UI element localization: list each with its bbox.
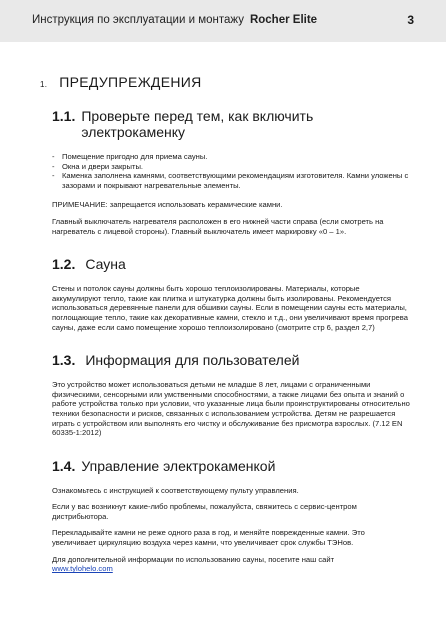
page-number: 3 [407,13,414,27]
page-content [40,74,410,581]
main-switch-paragraph: Главный выключатель нагревателя расположен в его нижней части справа (если смотреть на нагреватель с лицевой стороны). Главный выключатель имеет маркировку «0 – 1». [52,216,384,236]
control-paragraph-1: Ознакомьтесь с инструкцией к соответствующему пульту управления. [52,485,299,495]
control-paragraph-3: Перекладывайте камни не реже одного раза в год, и меняйте поврежденные камни. Это увеличивает циркуляцию воздуха через камни, что увеличивает срок службы ТЭНов. [52,528,365,548]
control-paragraph-4 [52,555,410,574]
section-1-3-heading [52,352,410,368]
list-item: - Каменка заполнена камнями, соответствующими рекомендациям изготовителя. Камни уложены с зазорами и покрывают нагревательные элементы. [52,171,410,190]
section-1-1-heading [52,108,410,140]
section-1-2-title: Сауна [85,256,126,273]
section-1-2-number: 1.2. [52,256,76,273]
section-1-3-number: 1.3. [52,352,76,369]
section-1-title: ПРЕДУПРЕЖДЕНИЯ [59,74,202,90]
control-paragraph-2: Если у вас возникнут какие-либо проблемы, пожалуйста, свяжитесь с сервис-центром дистрибьютора. [52,502,357,521]
website-text: Для дополнительной информации по использованию сауны, посетите наш сайт [52,554,335,564]
section-1-4-number: 1.4. [52,457,76,474]
checklist [52,152,410,190]
sauna-paragraph: Стены и потолок сауны должны быть хорошо теплоизолированы. Материалы, которые аккумулируют тепло, такие как плитка и штукатурка должны быть изолированы. Рекомендуется использоваться деревянные панели для обшивки сауны. Если в помещении сауны есть материалы, поглощающие тепло, такие как декоративные камни, стекло и т.д., они увеличивают время прогрева сауны, даже если само помещение хорошо теплоизолировано (смотрите стр 6, раздел 2,7) [52,284,408,332]
section-1-4-title: Управление электрокаменкой [81,457,276,474]
section-1-1-number: 1.1. [52,108,76,124]
user-info-paragraph: Это устройство может использоваться детьми не младше 8 лет, лицами с ограниченными физическими, сенсорными или умственными способностями, а также лицами без опыта и знаний о работе устройства только при условии, что указанные лица были проинструктированы относительно техники безопасности и рисков, связанных с использованием устройства. Детям не разрешается играть с устройством или выполнять его чистку и обслуживание без присмотра взрослых. (7.12 EN 60335-1:2012) [52,380,410,438]
section-1-3-title: Информация для пользователей [85,352,300,369]
section-1-1-title: Проверьте перед тем, как включить электрокаменку [81,108,314,140]
product-name: Rocher Elite [249,14,318,26]
section-1-4-heading [52,458,410,474]
document-title: Инструкция по эксплуатации и монтажу [32,14,244,26]
page-header [0,0,446,42]
website-link[interactable]: www.tylohelo.com [52,564,113,574]
ceramic-stones-note: ПРИМЕЧАНИЕ: запрещается использовать керамические камни. [52,200,283,210]
section-1-number: 1. [40,80,48,89]
header-title [32,14,317,26]
section-1-2-heading [52,256,410,272]
section-1-heading [40,74,410,90]
list-item: - Помещение пригодно для приема сауны. [52,152,410,162]
list-item: - Окна и двери закрыты. [52,162,410,172]
